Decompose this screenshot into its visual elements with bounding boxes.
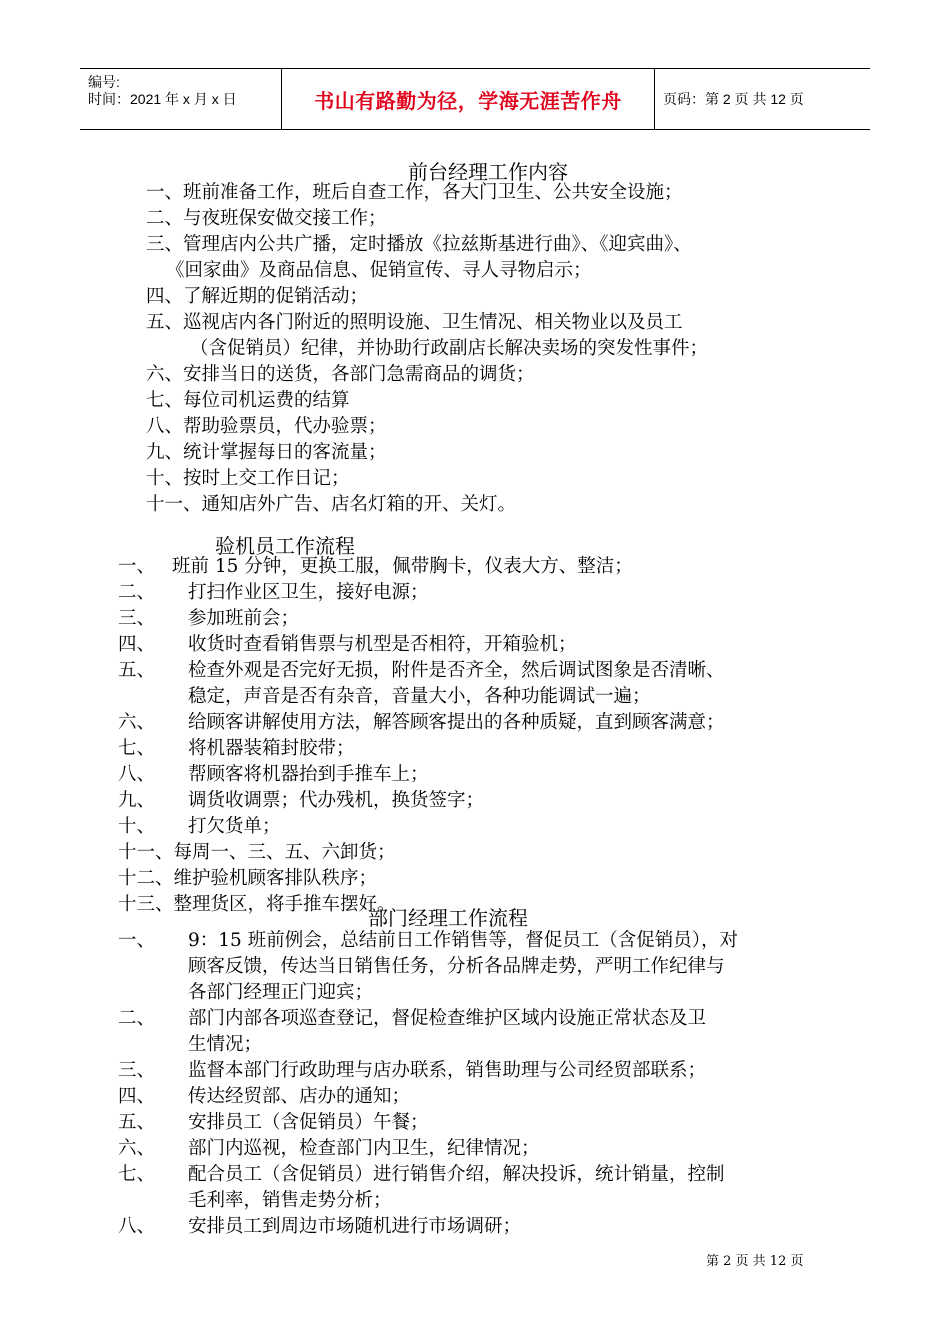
section1-line: 十、按时上交工作日记； bbox=[146, 468, 350, 489]
section1-line: 三、管理店内公共广播，定时播放《拉兹斯基进行曲》、《迎宾曲》、 bbox=[146, 234, 692, 255]
item-text: 调货收调票；代办残机，换货签字； bbox=[188, 790, 485, 811]
item-text: 将机器装箱封胶带； bbox=[188, 738, 355, 759]
item-text: 打扫作业区卫生，接好电源； bbox=[188, 582, 429, 603]
page-footer: 第 2 页 共 12 页 bbox=[706, 1254, 804, 1269]
section1-line: 七、每位司机运费的结算 bbox=[146, 390, 350, 411]
item-number: 四、 bbox=[118, 1086, 156, 1107]
item-number: 六、 bbox=[118, 1138, 156, 1159]
code-label: 编号: bbox=[88, 74, 120, 90]
item-number: 四、 bbox=[118, 634, 156, 655]
item-text: 传达经贸部、店办的通知； bbox=[188, 1086, 411, 1107]
section1-line: 《回家曲》及商品信息、促销宣传、寻人寻物启示； bbox=[166, 260, 592, 281]
section1-title: 前台经理工作内容 bbox=[408, 160, 568, 184]
section3-title: 部门经理工作流程 bbox=[368, 906, 528, 930]
section1-line: 五、巡视店内各门附近的照明设施、卫生情况、相关物业以及员工 bbox=[146, 312, 683, 333]
item-number: 七、 bbox=[118, 1164, 156, 1185]
section1-line: 十一、通知店外广告、店名灯箱的开、关灯。 bbox=[146, 494, 517, 515]
item-text: 检查外观是否完好无损，附件是否齐全，然后调试图象是否清晰、 bbox=[188, 660, 725, 681]
item-text: 顾客反馈，传达当日销售任务，分析各品牌走势，严明工作纪律与 bbox=[188, 956, 725, 977]
item-text: 参加班前会； bbox=[188, 608, 300, 629]
section1-line: 八、帮助验票员，代办验票； bbox=[146, 416, 387, 437]
item-text: 给顾客讲解使用方法，解答顾客提出的各种质疑，直到顾客满意； bbox=[188, 712, 725, 733]
item-number: 九、 bbox=[118, 790, 156, 811]
header-page-cell bbox=[655, 69, 870, 129]
item-number: 一、 bbox=[118, 930, 156, 951]
item-text: 各部门经理正门迎宾； bbox=[188, 982, 374, 1003]
time-label: 时间：2021 年 x 月 x 日 bbox=[88, 91, 237, 107]
item-text: 9：15 班前例会，总结前日工作销售等，督促员工（含促销员），对 bbox=[188, 930, 738, 951]
item-number: 五、 bbox=[118, 1112, 156, 1133]
section1-line: 四、了解近期的促销活动； bbox=[146, 286, 369, 307]
item-number: 八、 bbox=[118, 1216, 156, 1237]
item-number: 三、 bbox=[118, 608, 156, 629]
item-number: 十、 bbox=[118, 816, 156, 837]
section1-line: 九、统计掌握每日的客流量； bbox=[146, 442, 387, 463]
item-text: 班前 15 分钟，更换工服，佩带胸卡，仪表大方、整洁； bbox=[172, 556, 633, 577]
item-number: 一、 bbox=[118, 556, 156, 577]
header-motto-cell bbox=[282, 69, 655, 129]
section1-line: （含促销员）纪律，并协助行政副店长解决卖场的突发性事件； bbox=[190, 338, 709, 359]
item-text: 打欠货单； bbox=[188, 816, 281, 837]
item-number: 二、 bbox=[118, 1008, 156, 1029]
item-text: 十一、每周一、三、五、六卸货； bbox=[118, 842, 396, 863]
item-number: 八、 bbox=[118, 764, 156, 785]
item-text: 收货时查看销售票与机型是否相符，开箱验机； bbox=[188, 634, 577, 655]
page-label: 页码：第 2 页 共 12 页 bbox=[663, 91, 804, 107]
item-number: 三、 bbox=[118, 1060, 156, 1081]
item-text: 配合员工（含促销员）进行销售介绍，解决投诉，统计销量，控制 bbox=[188, 1164, 725, 1185]
item-number: 七、 bbox=[118, 738, 156, 759]
item-text: 部门内部各项巡查登记，督促检查维护区域内设施正常状态及卫 bbox=[188, 1008, 707, 1029]
section1-line: 一、班前准备工作，班后自查工作，各大门卫生、公共安全设施； bbox=[146, 182, 683, 203]
item-text: 监督本部门行政助理与店办联系，销售助理与公司经贸部联系； bbox=[188, 1060, 707, 1081]
item-text: 十二、维护验机顾客排队秩序； bbox=[118, 868, 378, 889]
item-number: 六、 bbox=[118, 712, 156, 733]
item-number: 二、 bbox=[118, 582, 156, 603]
section1-line: 二、与夜班保安做交接工作； bbox=[146, 208, 387, 229]
item-number: 五、 bbox=[118, 660, 156, 681]
item-text: 部门内巡视，检查部门内卫生，纪律情况； bbox=[188, 1138, 540, 1159]
section2-title: 验机员工作流程 bbox=[215, 534, 355, 558]
item-text: 安排员工到周边市场随机进行市场调研； bbox=[188, 1216, 522, 1237]
document-header bbox=[80, 68, 870, 130]
item-text: 生情况； bbox=[188, 1034, 263, 1055]
item-text: 帮顾客将机器抬到手推车上； bbox=[188, 764, 429, 785]
header-info-cell bbox=[80, 69, 282, 129]
item-text: 安排员工（含促销员）午餐； bbox=[188, 1112, 429, 1133]
item-text: 稳定，声音是否有杂音，音量大小，各种功能调试一遍； bbox=[188, 686, 651, 707]
item-text: 毛利率，销售走势分析； bbox=[188, 1190, 392, 1211]
item-text: 十三、整理货区，将手推车摆好。 bbox=[118, 894, 396, 915]
section1-line: 六、安排当日的送货，各部门急需商品的调货； bbox=[146, 364, 535, 385]
motto-text: 书山有路勤为径，学海无涯苦作舟 bbox=[314, 88, 622, 113]
